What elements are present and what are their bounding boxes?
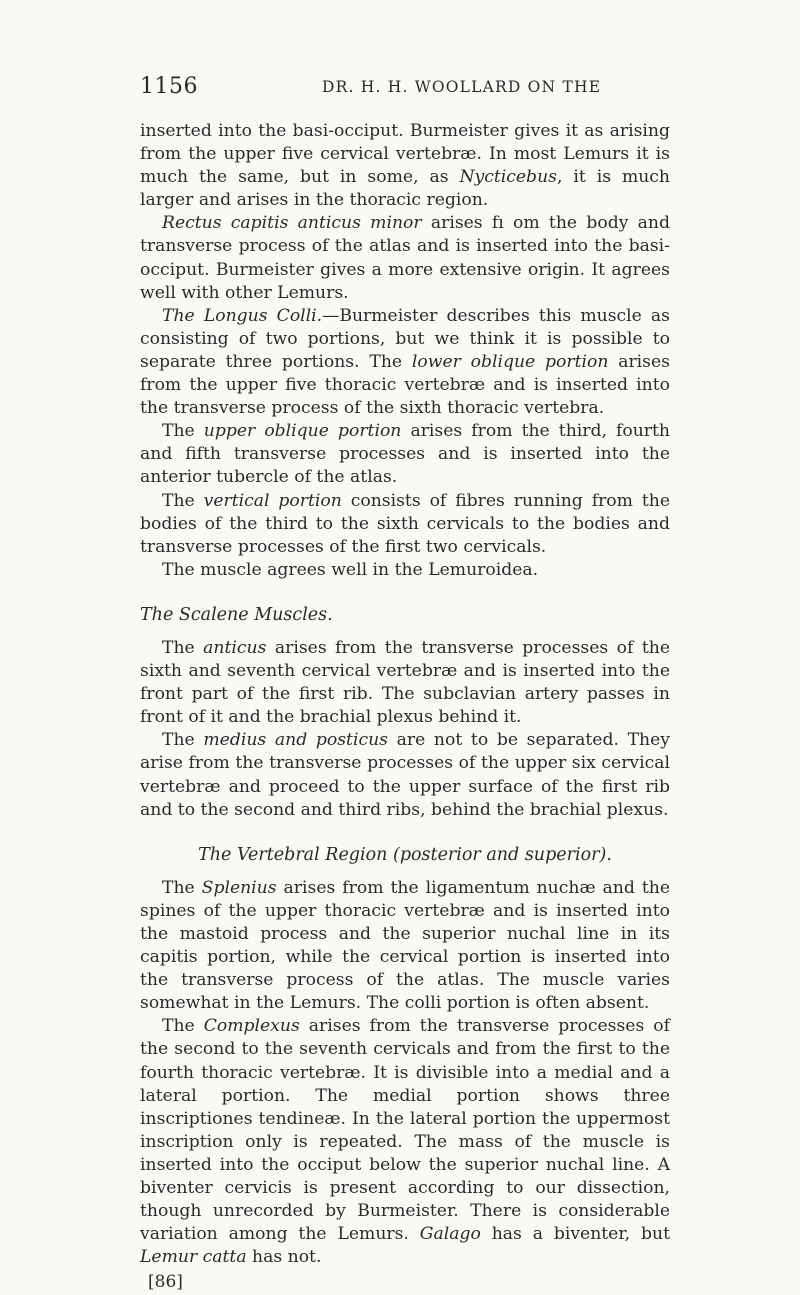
body-text — [140, 120, 670, 1295]
paragraph: The Longus Colli.—Burmeister describes this muscle as consisting of two portions, but we think it is possible to separate three portions. The lower oblique portion arises from the upper five thoracic vertebræ and is inserted into the transverse process of the sixth thoracic vertebra. — [140, 305, 670, 419]
paragraph: Rectus capitis anticus minor arises fı om the body and transverse process of the atlas and is inserted into the basi-occiput. Burmeister gives a more extensive origin. It agrees well with other Lemurs. — [140, 213, 670, 303]
section-heading: The Scalene Muscles. — [140, 604, 333, 625]
paragraph: The Complexus arises from the transverse processes of the second to the seventh cervicals and from the first to the fourth thoracic vertebræ. It is divisible into a medial and a lateral portion. The medial portion shows three inscriptiones tendineæ. In the lateral portion the uppermost inscription only is repeated. The mass of the muscle is inserted into the occiput below the superior nuchal line. A biventer cervicis is present according to our dissection, though unrecorded by Burmeister. There is considerable variation among the Lemurs. Galago has a biventer, but Lemur catta has not. — [140, 1016, 671, 1268]
page-header — [0, 74, 800, 104]
paragraph: The medius and posticus are not to be separated. They arise from the transverse processes of the upper six cervical vertebræ and proceed to the upper surface of the first rib and to the second and third ribs, behind the brachial plexus. — [140, 730, 670, 820]
running-head: DR. H. H. WOOLLARD ON THE — [322, 78, 602, 96]
paragraph: The upper oblique portion arises from the third, fourth and fifth transverse processes and is inserted into the anterior tubercle of the atlas. — [140, 421, 670, 488]
paragraph: The muscle agrees well in the Lemuroidea. — [162, 559, 539, 580]
page-signature: [86] — [148, 1272, 183, 1293]
paragraph: The Splenius arises from the ligamentum nuchæ and the spines of the upper thoracic vertebræ and is inserted into the mastoid process and the superior nuchal line in its capitis portion, while the cervical portion is inserted into the transverse process of the atlas. The muscle varies somewhat in the Lemurs. The colli portion is often absent. — [140, 877, 670, 1014]
paragraph: inserted into the basi-occiput. Burmeister gives it as arising from the upper five cervical vertebræ. In most Lemurs it is much the same, but in some, as Nycticebus, it is much larger and arises in the thoracic region. — [140, 121, 671, 211]
page-number: 1156 — [140, 74, 198, 99]
paragraph: The anticus arises from the transverse processes of the sixth and seventh cervical vertebræ and is inserted into the front part of the first rib. The subclavian artery passes in front of it and the brachial plexus behind it. — [140, 637, 670, 728]
paragraph: The vertical portion consists of fibres running from the bodies of the third to the sixth cervicals to the bodies and transverse processes of the first two cervicals. — [140, 490, 671, 557]
section-heading: The Vertebral Region (posterior and superior). — [198, 844, 612, 865]
